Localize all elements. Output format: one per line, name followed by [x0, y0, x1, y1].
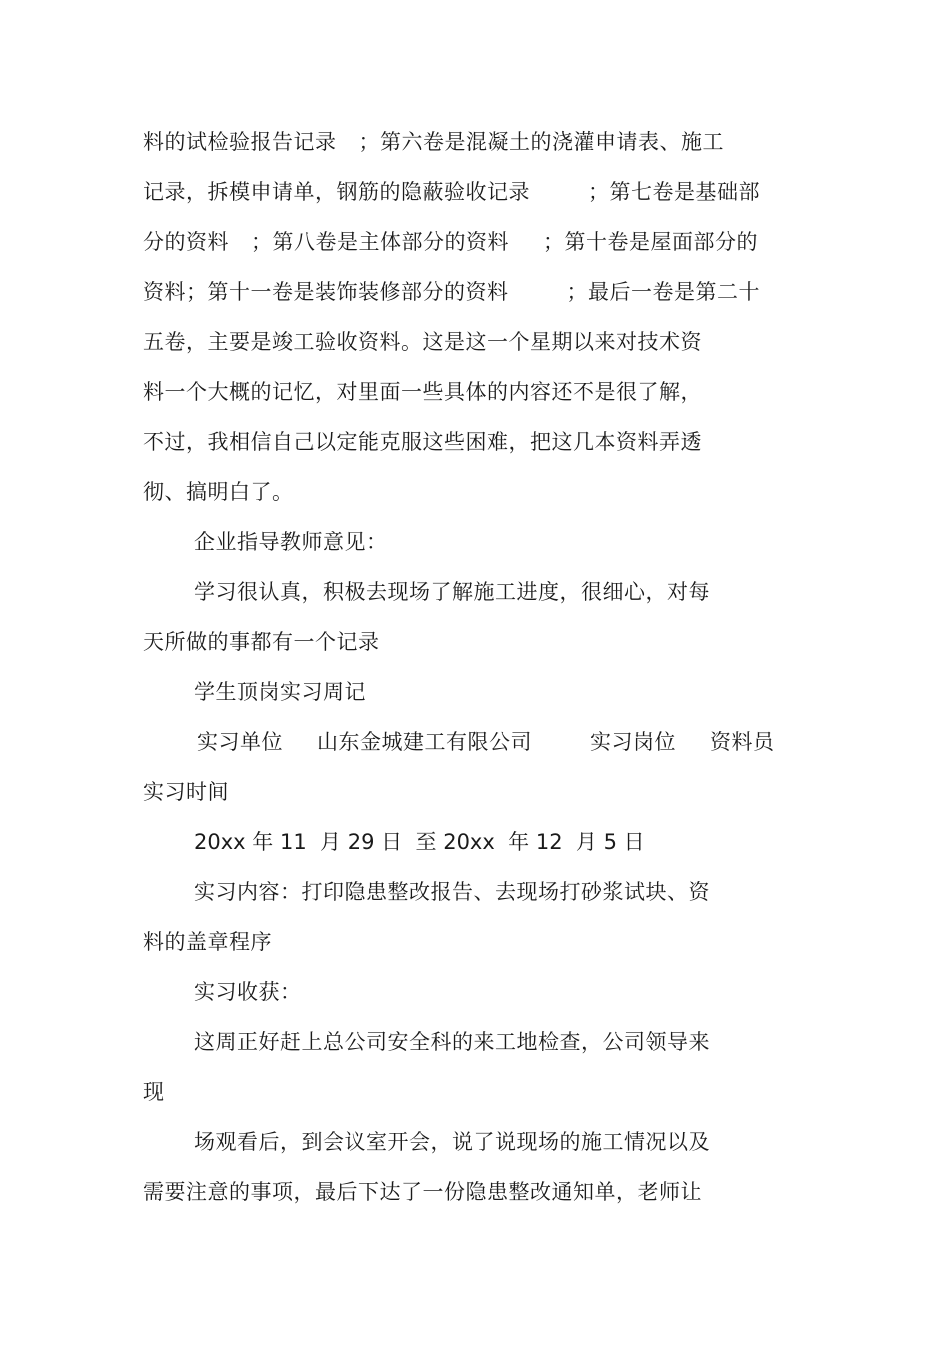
value-internship-unit: 山东金城建工有限公司: [317, 730, 532, 754]
text-segment: 天所做的事都有一个记录: [143, 630, 380, 654]
date-year-start: 20xx: [194, 830, 246, 854]
section-heading-gains: [194, 977, 302, 1007]
text-line-20: [143, 1077, 165, 1107]
date-day-end: 5: [603, 830, 617, 854]
label-internship-unit: 实习单位: [197, 730, 283, 754]
text-line-7: [143, 427, 702, 457]
text-segment: 需要注意的事项，最后下达了一份隐患整改通知单，老师让: [143, 1180, 702, 1204]
text-segment: ；第七卷是基础部: [588, 180, 760, 204]
text-line-16: [194, 877, 710, 907]
label-internship-post: 实习岗位: [590, 730, 676, 754]
internship-info-line: [197, 727, 775, 757]
text-segment: ；第八卷是主体部分的资料: [251, 230, 509, 254]
text-line-19: [194, 1027, 710, 1057]
date-year-end: 20xx: [443, 830, 495, 854]
date-unit: 月: [320, 830, 342, 854]
text-segment: 分的资料: [143, 230, 229, 254]
text-segment: 实习内容：打印隐患整改报告、去现场打砂浆试块、资: [194, 880, 710, 904]
date-unit: 日: [381, 830, 403, 854]
text-segment: 场观看后，到会议室开会，说了说现场的施工情况以及: [194, 1130, 710, 1154]
text-line-2: [143, 177, 760, 207]
text-segment: 学习很认真，积极去现场了解施工进度，很细心，对每: [194, 580, 710, 604]
text-segment: 学生顶岗实习周记: [194, 680, 366, 704]
text-line-22: [143, 1177, 702, 1207]
text-segment: 现: [143, 1080, 165, 1104]
text-segment: ；第六卷是混凝土的浇灌申请表、施工: [358, 130, 724, 154]
text-segment: 料一个大概的记忆，对里面一些具体的内容还不是很了解，: [143, 380, 702, 404]
date-month-end: 12: [535, 830, 563, 854]
text-segment: 资料；第十一卷是装饰装修部分的资料: [143, 280, 509, 304]
date-unit: 年: [508, 830, 530, 854]
label-internship-time: [143, 777, 229, 807]
text-line-4: [143, 277, 760, 307]
text-segment: 不过，我相信自己以定能克服这些困难，把这几本资料弄透: [143, 430, 702, 454]
text-line-5: [143, 327, 702, 357]
internship-date-range: [194, 827, 645, 857]
text-segment: 这周正好赶上总公司安全科的来工地检查，公司领导来: [194, 1030, 710, 1054]
text-segment: 料的试检验报告记录: [143, 130, 337, 154]
text-segment: 彻、搞明白了。: [143, 480, 294, 504]
text-line-3: [143, 227, 758, 257]
text-segment: 记录，拆模申请单，钢筋的隐蔽验收记录: [143, 180, 530, 204]
section-heading-teacher-opinion: [194, 527, 388, 557]
text-line-11: [143, 627, 380, 657]
date-unit: 月: [575, 830, 597, 854]
text-segment: 企业指导教师意见：: [194, 530, 388, 554]
text-segment: 实习收获：: [194, 980, 302, 1004]
text-line-17: [143, 927, 272, 957]
date-unit: 年: [252, 830, 274, 854]
text-segment: 实习时间: [143, 780, 229, 804]
date-separator: 至: [415, 830, 437, 854]
text-segment: 五卷，主要是竣工验收资料。这是这一个星期以来对技术资: [143, 330, 702, 354]
text-segment: ；最后一卷是第二十: [566, 280, 760, 304]
date-unit: 日: [623, 830, 645, 854]
date-day-start: 29: [347, 830, 375, 854]
text-line-1: [143, 127, 724, 157]
text-line-21: [194, 1127, 710, 1157]
value-internship-post: 资料员: [710, 730, 775, 754]
date-month-start: 11: [279, 830, 307, 854]
text-line-10: [194, 577, 710, 607]
text-segment: 料的盖章程序: [143, 930, 272, 954]
text-line-8: [143, 477, 294, 507]
text-line-6: [143, 377, 702, 407]
text-segment: ；第十卷是屋面部分的: [543, 230, 758, 254]
section-heading-weekly-journal: [194, 677, 366, 707]
